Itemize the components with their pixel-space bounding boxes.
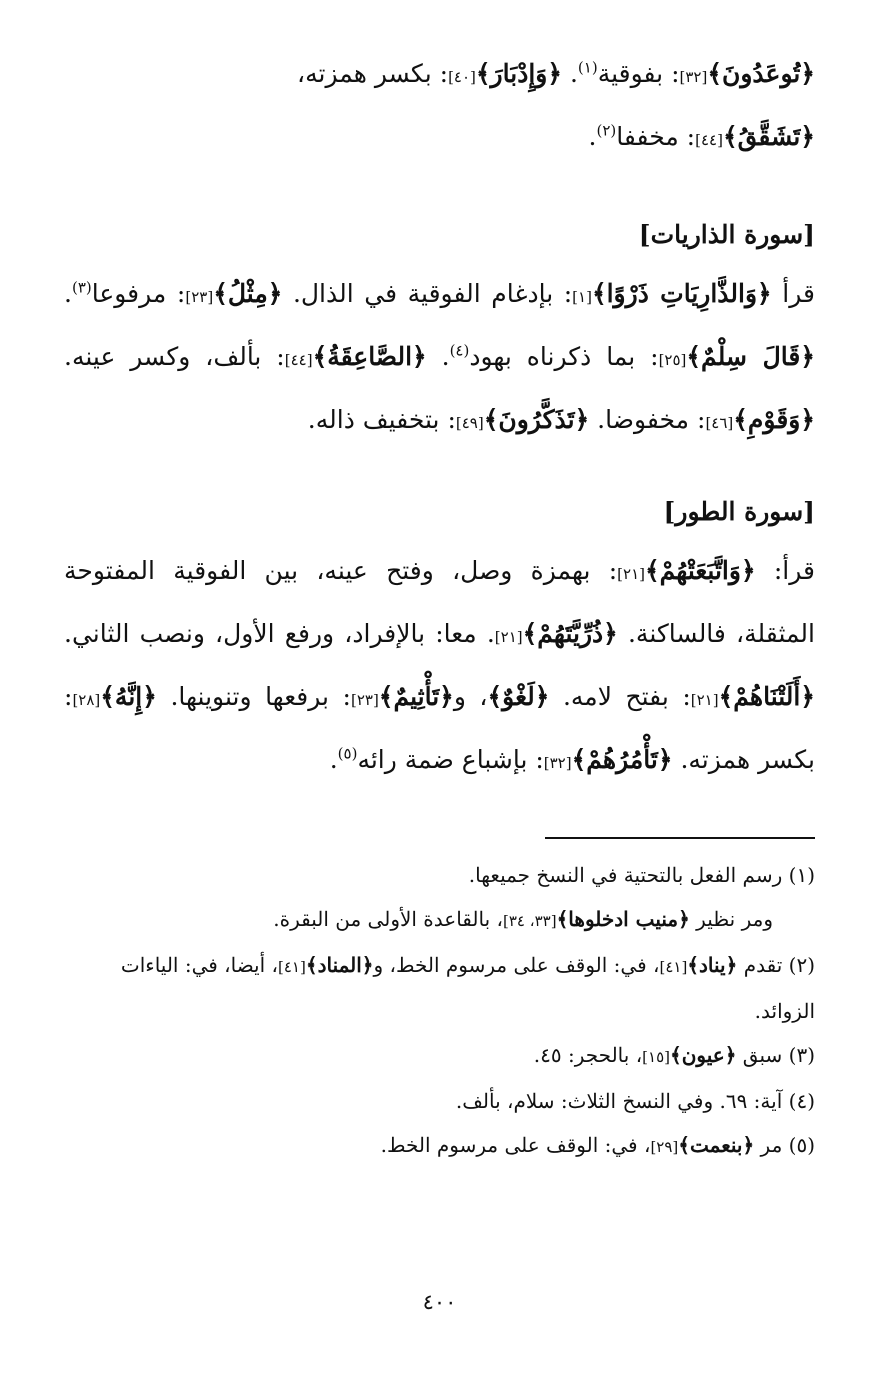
verse-ref: [٤٠] [448, 68, 476, 86]
verse-ref: [٢٣] [350, 691, 379, 709]
quranic-word: ﴿تَأْمُرُهُمْ﴾ [571, 745, 673, 774]
footnote-1 [64, 853, 815, 897]
quranic-word: ﴿إِنَّهُ﴾ [100, 682, 157, 711]
verse-ref: [٣٢] [543, 754, 572, 772]
footnote-3 [64, 1033, 815, 1079]
quranic-word: ﴿أَلَتْنَاهُمْ﴾ [718, 682, 815, 711]
text-run: . معا: بالإفراد، ورفع الأول، ونصب الثاني. [64, 619, 495, 648]
text-run: ، و [453, 682, 488, 711]
section-heading-tur: [سورة الطور] [663, 497, 815, 526]
quranic-word: ﴿تَأْثِيمٌ﴾ [378, 682, 454, 711]
text-run: ، أيضا، في: الياءات الزوائد. [120, 953, 815, 1023]
continuation-paragraph [64, 44, 815, 170]
quranic-word: ﴿وَقَوْمِ﴾ [733, 405, 815, 434]
continuation-line-2 [589, 122, 815, 151]
text-run: (٥) مر [754, 1133, 815, 1157]
footnote-marker: (٤) [449, 341, 470, 360]
text-run: قرأ: [755, 556, 815, 585]
text-run: . [329, 745, 338, 774]
text-run: : بفتح لامه. [549, 682, 691, 711]
text-run: (١) رسم الفعل بالتحتية في النسخ جميعها. [468, 863, 815, 887]
verse-ref: [٣٣، ٣٤] [503, 912, 557, 930]
footnote-marker: (٣) [71, 278, 92, 297]
verse-ref: [٤١] [659, 958, 688, 976]
text-run: : برفعها وتنوينها. [156, 682, 351, 711]
quranic-word: ﴿ذُرِّيَّتَهُمْ﴾ [522, 619, 618, 648]
text-run: : بكسر همزته. [64, 682, 815, 774]
footnote-marker: (٢) [596, 121, 617, 140]
text-run: : مخفوضا. [589, 405, 706, 434]
footnote-5 [64, 1123, 815, 1169]
text-run: . [426, 342, 450, 371]
verse-ref: [٣٢] [679, 68, 708, 86]
text-run: : بهمزة وصل، وفتح عينه، بين الفوقية المفتوحة المثقلة، فالساكنة. [64, 556, 815, 648]
text-run: : مرفوعا [91, 279, 186, 308]
text-run: ، بالقاعدة الأولى من البقرة. [273, 907, 503, 931]
text-run: (٤) آية: ٦٩. وفي النسخ الثلاث: سلام، بألف. [455, 1089, 815, 1113]
tur-paragraph [64, 541, 815, 793]
footnote-marker: (٥) [337, 744, 358, 763]
verse-ref: [٢١] [494, 628, 523, 646]
text-run: . [64, 279, 72, 308]
verse-ref: [٢٨] [72, 691, 101, 709]
verse-ref: [٢٩] [650, 1138, 679, 1156]
footnote-1-continuation [64, 897, 815, 943]
text-run: : بإدغام الفوقية في الذال. [282, 279, 573, 308]
verse-ref: [١] [572, 288, 592, 306]
verse-ref: [٤٤] [284, 351, 313, 369]
text-run: (٢) تقدم [737, 953, 815, 977]
verse-ref: [٢٣] [185, 288, 214, 306]
quranic-word: ﴿لَغْوٌ﴾ [487, 682, 550, 711]
text-run: ، بالحجر: ٤٥. [533, 1043, 643, 1067]
quranic-word: ﴿وَالذَّارِيَاتِ ذَرْوًا﴾ [591, 279, 772, 308]
quranic-word: ﴿وَاتَّبَعَتْهُمْ﴾ [645, 556, 756, 585]
quranic-word: ﴿بنعمت﴾ [678, 1133, 755, 1157]
text-run: : بفوقية [597, 59, 680, 88]
quranic-word: ﴿يناد﴾ [687, 953, 738, 977]
text-run: : بما ذكرناه بهود [469, 342, 659, 371]
footnote-2 [64, 943, 815, 1033]
quranic-word: ﴿الصَّاعِقَةُ﴾ [312, 342, 427, 371]
verse-ref: [٤١] [278, 958, 306, 976]
text-run: : بكسر همزته، [297, 59, 449, 88]
text-run: : بألف، وكسر عينه. [64, 342, 285, 371]
dhariyat-paragraph [64, 264, 815, 453]
verse-ref: [٤٩] [455, 414, 484, 432]
verse-ref: [٢١] [690, 691, 719, 709]
footnote-4 [64, 1079, 815, 1123]
text-run: : بإشباع ضمة رائه [357, 745, 544, 774]
quranic-word: ﴿تَذَكَّرُونَ﴾ [483, 405, 590, 434]
verse-ref: [٢٥] [658, 351, 687, 369]
quranic-word: ﴿تَشَقَّقُ﴾ [722, 122, 815, 151]
text-run: . [562, 59, 578, 88]
verse-ref: [١٥] [642, 1048, 670, 1066]
quranic-word: ﴿مِثْلُ﴾ [213, 279, 283, 308]
text-run: (٣) سبق [736, 1043, 815, 1067]
quranic-word: ﴿قَالَ سِلْمٌ﴾ [686, 342, 815, 371]
continuation-line-1 [297, 59, 815, 88]
quranic-word: ﴿تُوعَدُونَ﴾ [707, 59, 815, 88]
page-number: ٤٠٠ [422, 1290, 457, 1314]
quranic-word: ﴿عيون﴾ [670, 1043, 737, 1067]
footnote-separator [545, 837, 815, 839]
verse-ref: [٤٦] [705, 414, 734, 432]
text-run: : بتخفيف ذاله. [307, 405, 456, 434]
quranic-word: ﴿وَإِدْبَارَ﴾ [475, 59, 563, 88]
text-run: قرأ [771, 279, 815, 308]
verse-ref: [٤٤] [695, 131, 723, 149]
quranic-word: ﴿منيب ادخلوها﴾ [556, 907, 690, 931]
text-run: ، في: الوقف على مرسوم الخط. [380, 1133, 651, 1157]
text-run: . [588, 122, 597, 151]
text-run: ، في: الوقف على مرسوم الخط، و [373, 953, 660, 977]
section-heading-dhariyat: [سورة الذاريات] [638, 220, 815, 249]
verse-ref: [٢١] [617, 565, 646, 583]
quranic-word: ﴿المناد﴾ [305, 953, 374, 977]
footnote-marker: (١) [577, 58, 598, 77]
text-run: : مخففا [616, 122, 696, 151]
text-run: ومر نظير [689, 907, 773, 931]
